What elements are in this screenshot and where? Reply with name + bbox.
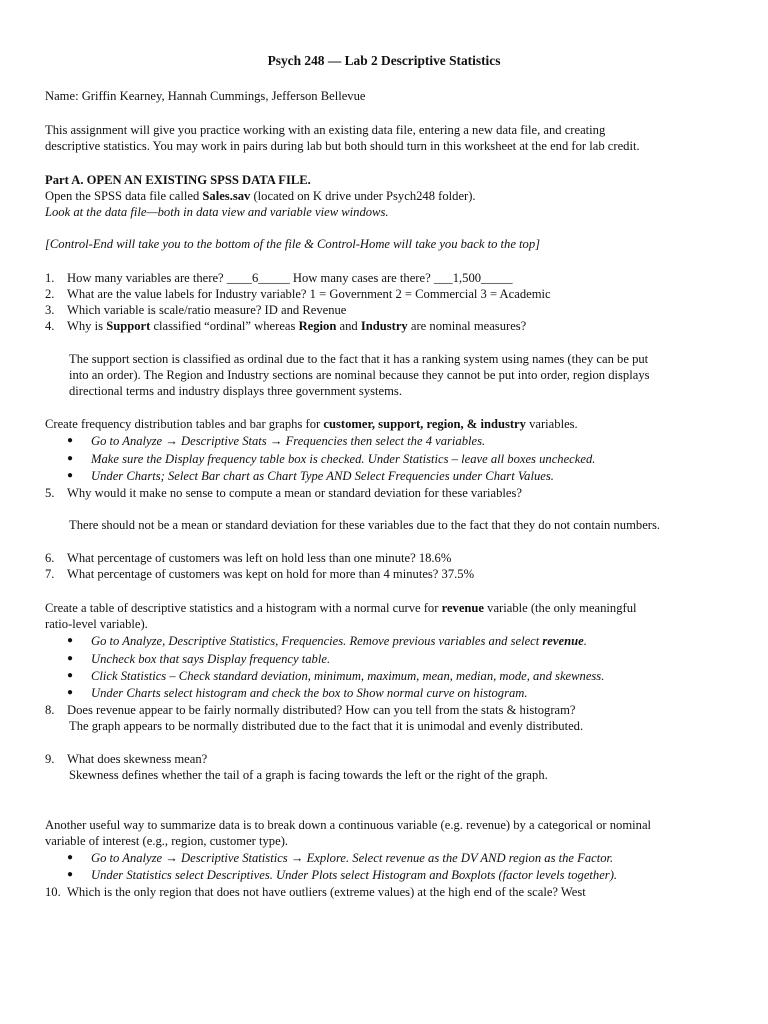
bullet-icon: ● (67, 653, 74, 664)
q4-support: Support (106, 319, 151, 333)
name-line: Name: Griffin Kearney, Hannah Cummings, Jefferson Bellevue (45, 89, 366, 103)
question-number: 3. (45, 303, 55, 317)
desc-revenue: revenue (441, 601, 485, 615)
intro-line-2: descriptive statistics. You may work in pairs during lab but both should turn in this worksheet at the end for lab credit. (45, 139, 640, 153)
desc-post: variable (the only meaningful (484, 601, 637, 615)
desc-bullet-1-pre: Go to Analyze, Descriptive Statistics, Frequencies. Remove previous variables and select (91, 634, 543, 648)
question-text: What percentage of customers was left on hold less than one minute? 18.6% (67, 551, 452, 565)
question-number: 10. (45, 885, 61, 899)
freq-post: variables. (525, 417, 578, 431)
question-text (67, 318, 526, 334)
desc-bullet-1-post: . (583, 634, 587, 648)
question-text: How many variables are there? ____6_____ How many cases are there? ___1,500_____ (67, 271, 513, 285)
q4-mid1: classified “ordinal” whereas (150, 319, 299, 333)
bullet-text: Make sure the Display frequency table box is checked. Under Statistics – leave all boxes unchecked. (91, 452, 596, 466)
open-file-name: Sales.sav (202, 189, 251, 203)
bullet-text: Go to Analyze → Descriptive Stats → Frequencies then select the 4 variables. (91, 434, 486, 448)
question-text: What does skewness mean? (67, 752, 208, 766)
open-file-line (45, 188, 476, 204)
open-file-post: (located on K drive under Psych248 folder). (250, 189, 476, 203)
question-number: 9. (45, 752, 55, 766)
question-number: 7. (45, 567, 55, 581)
question-text: Which is the only region that does not have outliers (extreme values) at the high end of the scale? West (67, 885, 586, 899)
bullet-icon: ● (67, 435, 74, 446)
open-file-pre: Open the SPSS data file called (45, 189, 203, 203)
answer-9: Skewness defines whether the tail of a graph is facing towards the left or the right of the graph. (69, 768, 548, 782)
question-text: What are the value labels for Industry variable? 1 = Government 2 = Commercial 3 = Academic (67, 287, 551, 301)
another-line-2: variable of interest (e.g., region, customer type). (45, 834, 289, 848)
question-number: 4. (45, 319, 55, 333)
answer-5: There should not be a mean or standard deviation for these variables due to the fact that they do not contain numbers. (69, 518, 661, 532)
document-title: Psych 248 — Lab 2 Descriptive Statistics (267, 53, 501, 68)
q4-pre: Why is (67, 319, 107, 333)
question-number: 8. (45, 703, 55, 717)
bullet-text: Under Statistics select Descriptives. Under Plots select Histogram and Boxplots (factor levels together). (91, 868, 618, 882)
question-number: 5. (45, 486, 55, 500)
bullet-icon: ● (67, 635, 74, 646)
question-text: Does revenue appear to be fairly normally distributed? How can you tell from the stats & histogram? (67, 703, 576, 717)
frequency-instructions (45, 416, 578, 432)
bullet-icon: ● (67, 670, 74, 681)
part-a-heading: Part A. OPEN AN EXISTING SPSS DATA FILE. (45, 173, 311, 187)
q4-region: Region (298, 319, 337, 333)
question-number: 2. (45, 287, 55, 301)
bullet-icon: ● (67, 687, 74, 698)
bullet-text: Go to Analyze → Descriptive Statistics → Explore. Select revenue as the DV AND region as the Factor. (91, 851, 614, 865)
q4-post: are nominal measures? (407, 319, 527, 333)
q4-industry: Industry (360, 319, 408, 333)
q4-mid2: and (336, 319, 361, 333)
desc-bullet-1-revenue: revenue (542, 634, 584, 648)
answer-8: The graph appears to be normally distributed due to the fact that it is unimodal and evenly distributed. (69, 719, 584, 733)
freq-variables: customer, support, region, & industry (323, 417, 526, 431)
bullet-text (91, 633, 587, 649)
descriptive-instructions-line-2: ratio-level variable). (45, 617, 148, 631)
bullet-text: Under Charts; Select Bar chart as Chart Type AND Select Frequencies under Chart Values. (91, 469, 554, 483)
descriptive-instructions (45, 600, 637, 616)
bullet-text: Under Charts select histogram and check the box to Show normal curve on histogram. (91, 686, 528, 700)
question-text: What percentage of customers was kept on hold for more than 4 minutes? 37.5% (67, 567, 475, 581)
desc-pre: Create a table of descriptive statistics and a histogram with a normal curve for (45, 601, 442, 615)
bullet-icon: ● (67, 453, 74, 464)
bullet-icon: ● (67, 852, 74, 863)
question-number: 1. (45, 271, 55, 285)
answer-4-line-3: directional terms and industry displays three government systems. (69, 384, 402, 398)
another-line-1: Another useful way to summarize data is to break down a continuous variable (e.g. revenue) by a categorical or nominal (45, 818, 652, 832)
question-number: 6. (45, 551, 55, 565)
bullet-icon: ● (67, 869, 74, 880)
answer-4-line-2: into an order). The Region and Industry sections are nominal because they cannot be put into order, region displays (69, 368, 650, 382)
intro-line-1: This assignment will give you practice working with an existing data file, entering a new data file, and creating (45, 123, 606, 137)
bullet-text: Uncheck box that says Display frequency table. (91, 652, 331, 666)
question-text: Why would it make no sense to compute a mean or standard deviation for these variables? (67, 486, 522, 500)
freq-pre: Create frequency distribution tables and bar graphs for (45, 417, 324, 431)
control-instruction: [Control-End will take you to the bottom of the file & Control-Home will take you back to the top] (45, 237, 541, 251)
answer-4-line-1: The support section is classified as ordinal due to the fact that it has a ranking system using names (they can be put (69, 352, 649, 366)
look-instruction: Look at the data file—both in data view and variable view windows. (45, 205, 389, 219)
question-text: Which variable is scale/ratio measure? ID and Revenue (67, 303, 347, 317)
bullet-text: Click Statistics – Check standard deviation, minimum, maximum, mean, median, mode, and skewness. (91, 669, 605, 683)
bullet-icon: ● (67, 470, 74, 481)
